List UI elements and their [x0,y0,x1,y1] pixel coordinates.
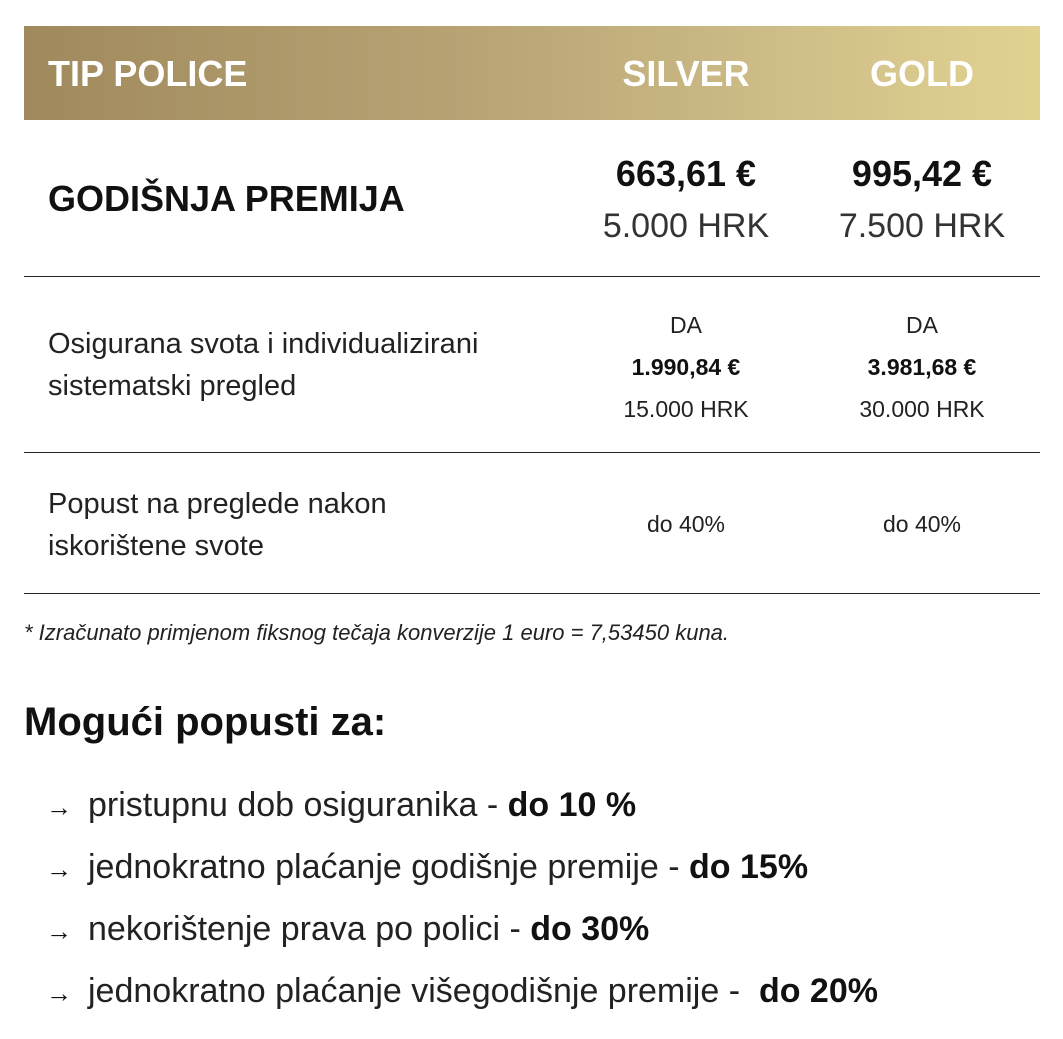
discounts-title: Mogući popusti za: [24,700,387,744]
header-gold: GOLD [870,53,974,94]
gold-sum-eur: 3.981,68 € [867,354,977,380]
row-label-line: sistematski pregled [48,370,297,402]
discount-text: nekorištenje prava po polici - [88,910,531,948]
row-label [48,483,387,567]
silver-flag: DA [670,312,702,338]
list-item [46,842,878,904]
header-tip-police: TIP POLICE [48,53,248,94]
list-item [46,904,878,966]
arrow-right-icon: → [46,854,72,885]
row-label-line: Popust na preglede nakon [48,488,387,520]
gold-premium-hrk: 7.500 HRK [838,207,1006,245]
row-annual-premium [24,120,1040,277]
gold-sum [828,304,1016,430]
silver-sum [592,304,780,430]
gold-sum-hrk: 30.000 HRK [859,396,985,422]
discount-text: jednokratno plaćanje višegodišnje premije - [88,972,759,1010]
discounts-list [46,780,878,1028]
header-silver: SILVER [622,53,750,94]
row-discount-exams [24,453,1040,594]
exchange-rate-note: * Izračunato primjenom fiksnog tečaja konverzije 1 euro = 7,53450 kuna. [24,620,730,645]
gold-premium [828,148,1016,252]
silver-premium-hrk: 5.000 HRK [602,207,770,245]
row-label-line: iskorištene svote [48,530,264,562]
row-label: GODIŠNJA PREMIJA [48,178,405,219]
discount-text: pristupnu dob osiguranika - [88,786,508,824]
arrow-right-icon: → [46,978,72,1009]
arrow-right-icon: → [46,916,72,947]
list-item [46,966,878,1028]
discount-text: jednokratno plaćanje godišnje premije - [88,848,690,886]
gold-flag: DA [906,312,938,338]
row-label [48,323,478,407]
row-sum-insured [24,277,1040,453]
silver-premium-eur: 663,61 € [615,153,757,194]
gold-premium-eur: 995,42 € [851,153,993,194]
silver-discount: do 40% [646,511,725,537]
list-item [46,780,878,842]
silver-sum-hrk: 15.000 HRK [623,396,749,422]
silver-sum-eur: 1.990,84 € [631,354,741,380]
gold-discount: do 40% [882,511,961,537]
discount-value: do 10 % [507,786,637,824]
arrow-right-icon: → [46,792,72,823]
discount-value: do 30% [530,910,650,948]
table-header [24,26,1040,120]
discount-value: do 15% [689,848,809,886]
discount-value: do 20% [758,972,878,1010]
silver-premium [592,148,780,252]
row-label-line: Osigurana svota i individualizirani [48,328,479,360]
